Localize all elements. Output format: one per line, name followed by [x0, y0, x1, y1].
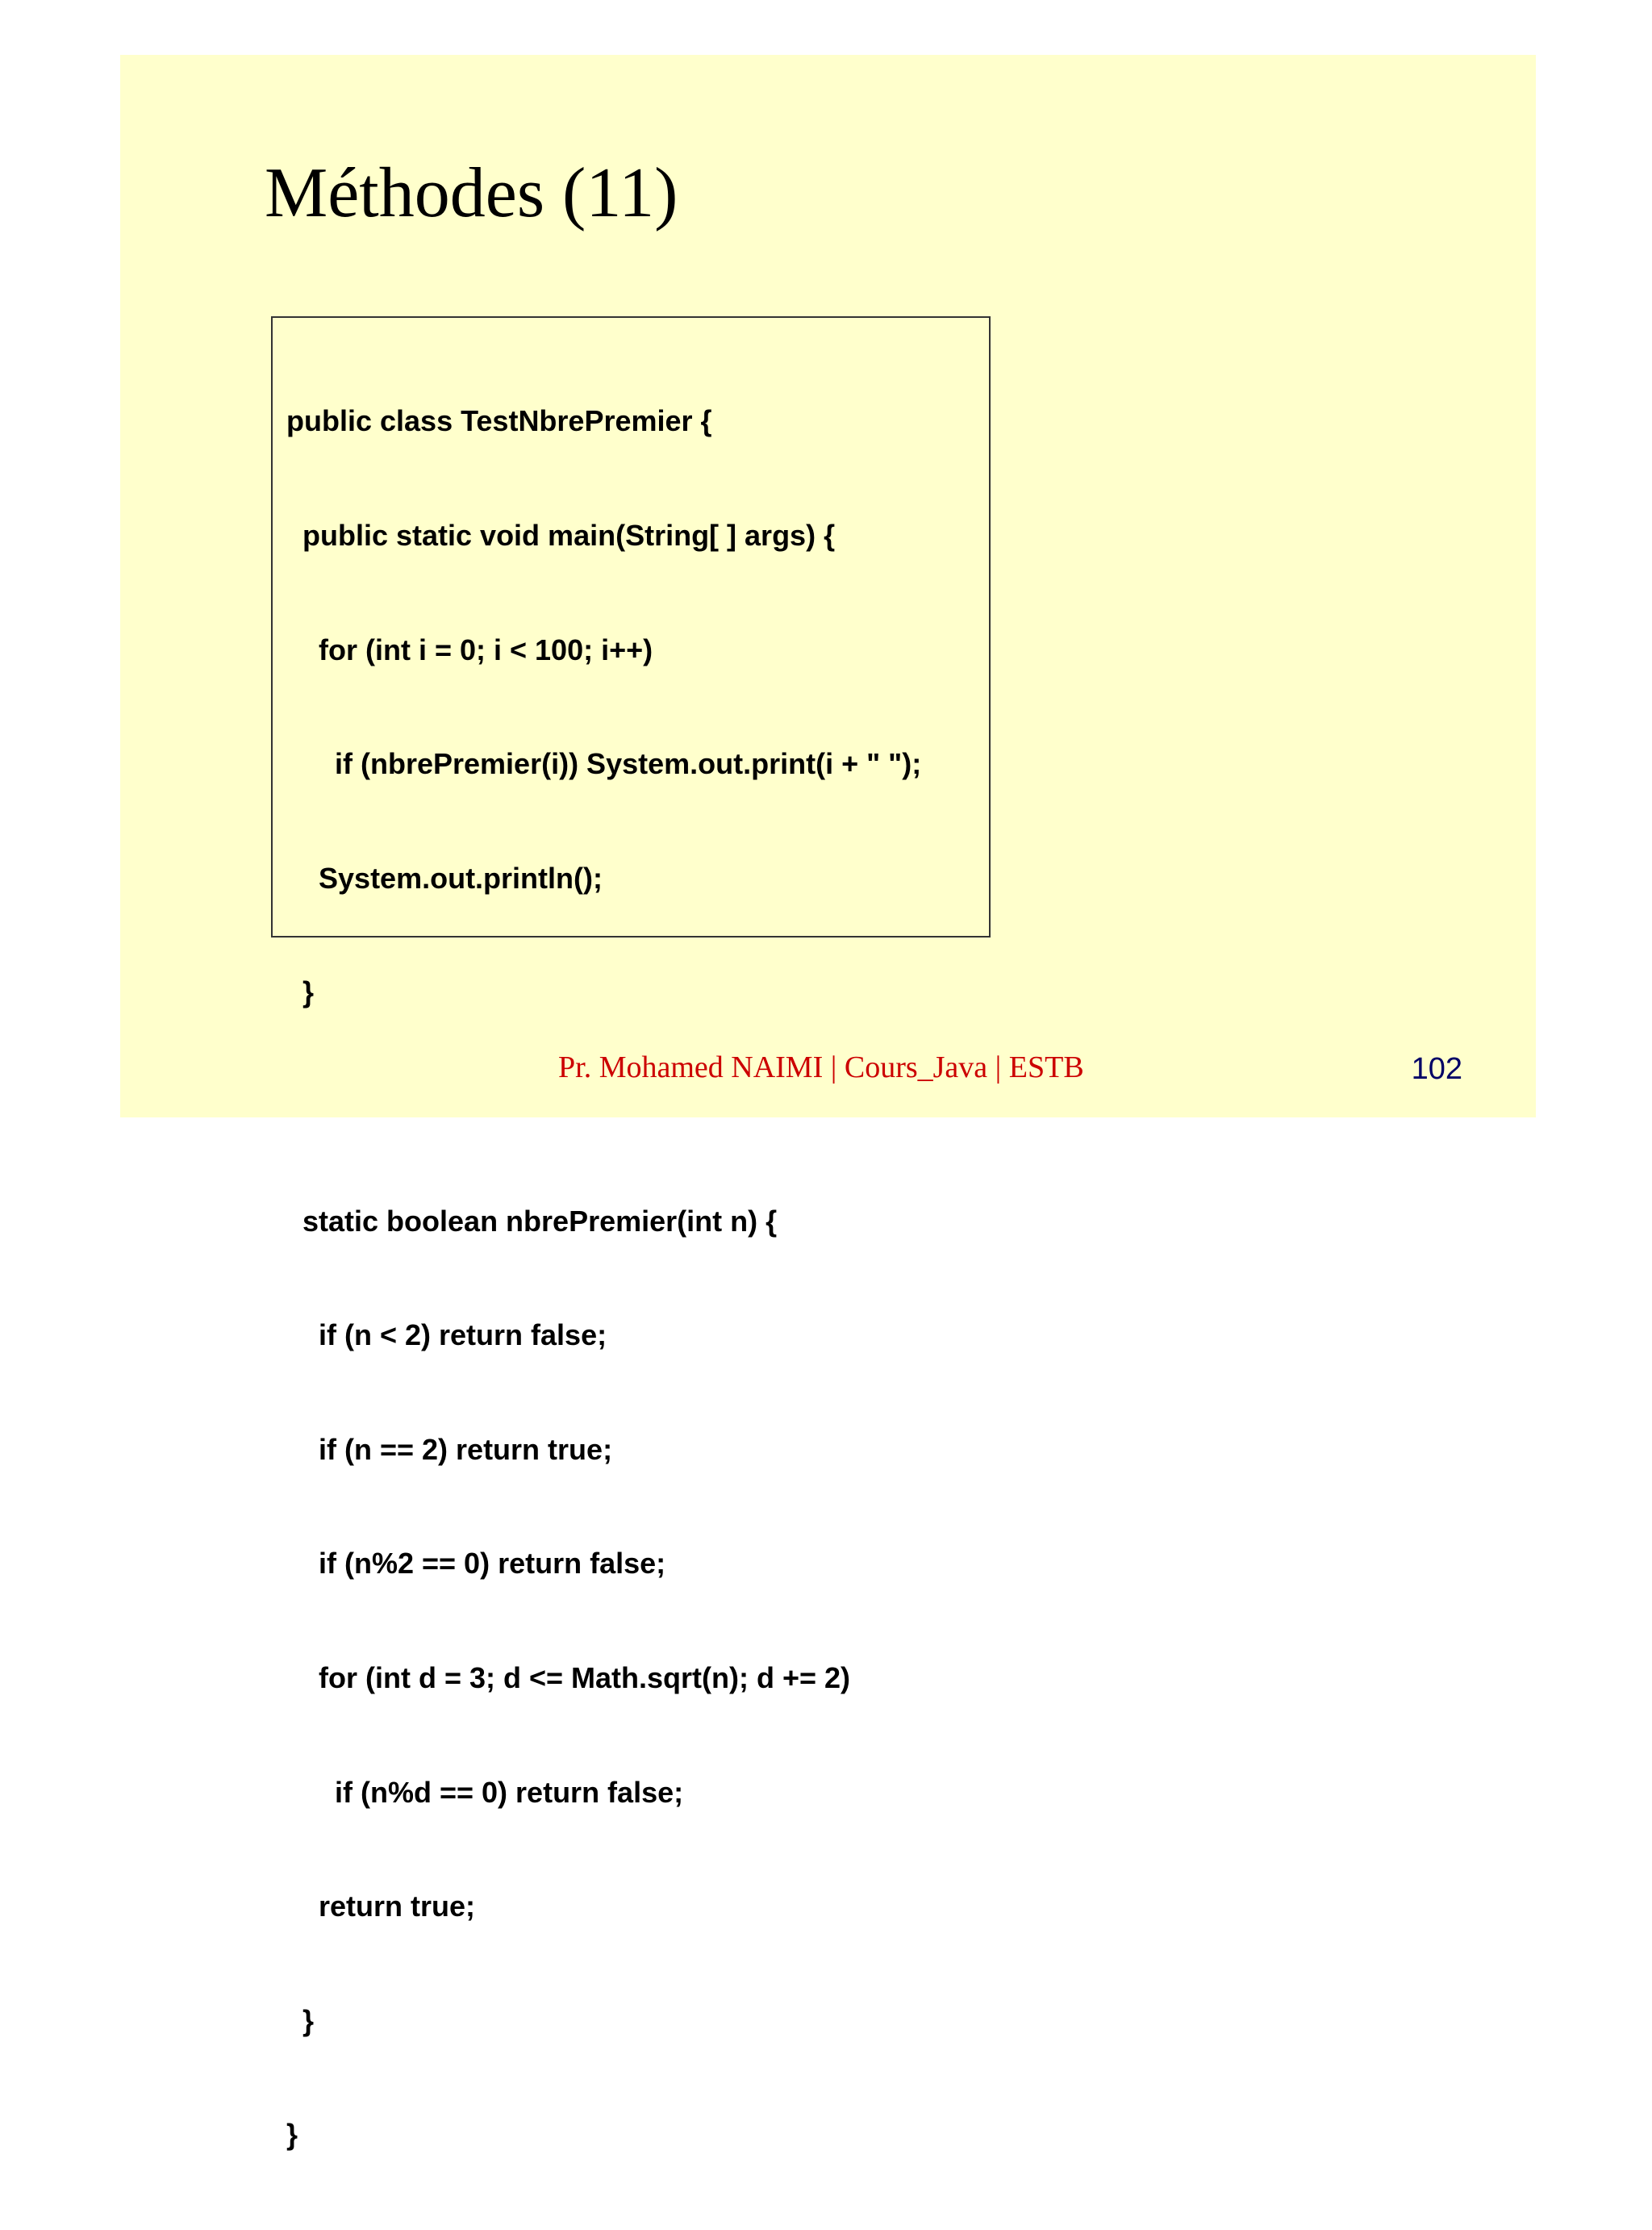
code-line: if (n < 2) return false; — [286, 1318, 607, 1352]
code-line: } — [286, 2003, 315, 2037]
code-line: for (int i = 0; i < 100; i++) — [286, 633, 653, 666]
code-line: if (nbrePremier(i)) System.out.print(i + " "); — [286, 747, 922, 781]
code-line: } — [286, 2118, 298, 2152]
code-block — [286, 326, 921, 2230]
code-line: return true; — [286, 1890, 476, 1923]
code-line: if (n%2 == 0) return false; — [286, 1547, 666, 1581]
slide — [120, 55, 1536, 2152]
code-line: static boolean nbrePremier(int n) { — [286, 1204, 778, 1238]
code-line: } — [286, 975, 315, 1009]
code-line: System.out.println(); — [286, 861, 603, 895]
footer-text: Pr. Mohamed NAIMI | Cours_Java | ESTB — [558, 1050, 1084, 1084]
code-line: public class TestNbrePremier { — [286, 404, 712, 438]
code-line — [286, 1088, 921, 1125]
code-line: if (n == 2) return true; — [286, 1432, 613, 1466]
slide-title: Méthodes (11) — [265, 154, 678, 232]
code-line: for (int d = 3; d <= Math.sqrt(n); d += 2) — [286, 1660, 851, 1694]
page-number: 102 — [1411, 1052, 1462, 1086]
code-line: if (n%d == 0) return false; — [286, 1775, 684, 1809]
code-line: public static void main(String[ ] args) { — [286, 519, 836, 552]
